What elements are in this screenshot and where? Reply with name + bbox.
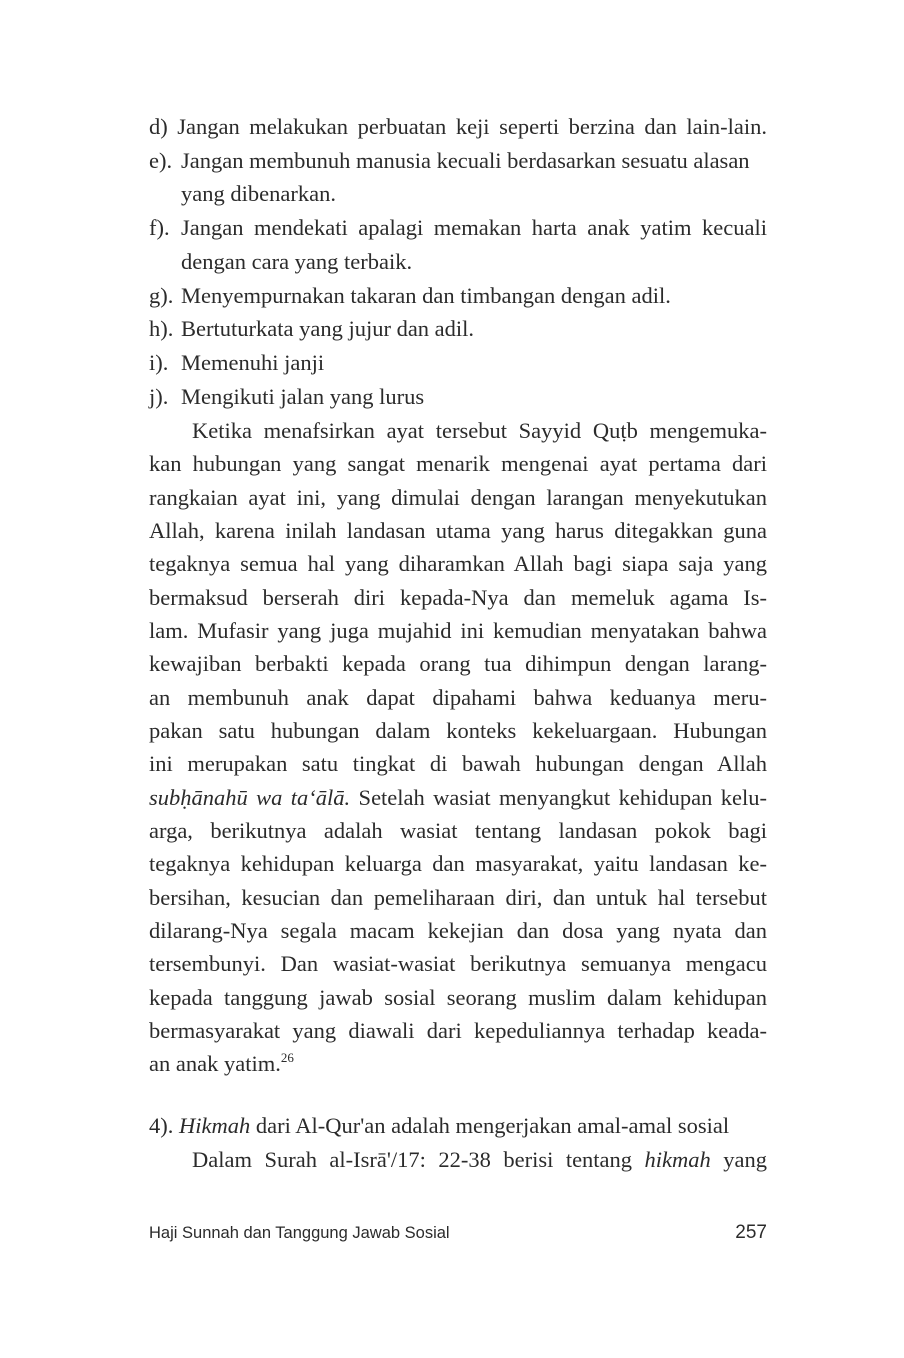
paragraph-line: arga, berikutnya adalah wasiat tentang landasan pokok bagi — [149, 818, 767, 843]
paragraph-text: Setelah wasiat menyangkut kehidupan kelu- — [350, 785, 768, 810]
section-heading-4 — [149, 1109, 767, 1142]
list-item-text: Mengikuti jalan yang lurus — [181, 384, 425, 409]
paragraph-line: dilarang-Nya segala macam kekejian dan dosa yang nyata dan — [149, 918, 767, 943]
list-item-h — [149, 312, 767, 345]
paragraph-line — [149, 1047, 767, 1080]
paragraph-line: bersihan, kesucian dan pemeliharaan diri, dan untuk hal tersebut — [149, 885, 767, 910]
paragraph-line: tersembunyi. Dan wasiat-wasiat berikutnya semuanya mengacu — [149, 951, 767, 976]
paragraph-line — [149, 781, 767, 814]
section-heading-italic: Hikmah — [179, 1113, 251, 1138]
page-footer — [149, 1222, 767, 1244]
list-marker: f). — [149, 215, 170, 240]
paragraph-line: ini merupakan satu tingkat di bawah hubungan dengan Allah — [149, 751, 767, 776]
paragraph-line: bermaksud berserah diri kepada-Nya dan memeluk agama Is- — [149, 585, 767, 610]
list-item-d: d) Jangan melakukan perbuatan keji seperti berzina dan lain-lain. — [149, 114, 767, 139]
paragraph-line: an membunuh anak dapat dipahami bahwa keduanya meru- — [149, 685, 767, 710]
list-item-e — [149, 144, 767, 177]
list-item-text: Jangan membunuh manusia kecuali berdasarkan sesuatu alasan — [181, 148, 750, 173]
list-item-text: Menyempurnakan takaran dan timbangan dengan adil. — [181, 283, 671, 308]
paragraph-line: pakan satu hubungan dalam konteks kekeluargaan. Hubungan — [149, 718, 767, 743]
paragraph-line: Allah, karena inilah landasan utama yang harus ditegakkan guna — [149, 518, 767, 543]
next-paragraph-line — [192, 1143, 767, 1176]
footnote-reference[interactable]: 26 — [280, 1049, 294, 1065]
list-marker: e). — [149, 148, 173, 173]
paragraph-line: tegaknya kehidupan keluarga dan masyarakat, yaitu landasan ke- — [149, 851, 767, 876]
list-item-e-continued: yang dibenarkan. — [181, 181, 336, 206]
list-item-text: Memenuhi janji — [181, 350, 325, 375]
running-title: Haji Sunnah dan Tanggung Jawab Sosial — [149, 1224, 450, 1242]
list-item-g — [149, 279, 767, 312]
list-item-i — [149, 346, 767, 379]
arabic-term-italic: subḥānahū wa ta‘ālā. — [149, 785, 351, 810]
page-number: 257 — [735, 1222, 767, 1243]
paragraph-line: lam. Mufasir yang juga mujahid ini kemudian menyatakan bahwa — [149, 618, 767, 643]
paragraph-line: rangkaian ayat ini, yang dimulai dengan larangan menyekutukan — [149, 485, 767, 510]
paragraph-line: bermasyarakat yang diawali dari kepeduliannya terhadap keada- — [149, 1018, 767, 1043]
list-item-f — [149, 211, 767, 244]
paragraph-text: an anak yatim. — [149, 1051, 281, 1076]
term-italic: hikmah — [644, 1147, 711, 1172]
paragraph-line: kewajiban berbakti kepada orang tua dihimpun dengan larang- — [149, 651, 767, 676]
section-heading-text: dari Al-Qur'an adalah mengerjakan amal-amal sosial — [250, 1113, 730, 1138]
list-marker: h). — [149, 316, 174, 341]
paragraph-line: kan hubungan yang sangat menarik mengenai ayat pertama dari — [149, 451, 767, 476]
list-item-f-continued: dengan cara yang terbaik. — [181, 249, 413, 274]
section-number: 4). — [149, 1113, 174, 1138]
list-marker: g). — [149, 283, 174, 308]
paragraph-line: tegaknya semua hal yang diharamkan Allah bagi siapa saja yang — [149, 551, 767, 576]
list-item-j — [149, 380, 767, 413]
list-marker: i). — [149, 350, 169, 375]
list-marker: j). — [149, 384, 169, 409]
paragraph-text: Dalam Surah al-Isrā'/17: 22-38 berisi tentang — [192, 1147, 645, 1172]
paragraph-line: kepada tanggung jawab sosial seorang muslim dalam kehidupan — [149, 985, 767, 1010]
list-item-text: Jangan mendekati apalagi memakan harta anak yatim kecuali — [181, 215, 767, 240]
paragraph-line: Ketika menafsirkan ayat tersebut Sayyid Quṭb mengemuka- — [192, 418, 767, 443]
paragraph-text: yang — [710, 1147, 767, 1172]
list-item-text: Bertuturkata yang jujur dan adil. — [181, 316, 475, 341]
